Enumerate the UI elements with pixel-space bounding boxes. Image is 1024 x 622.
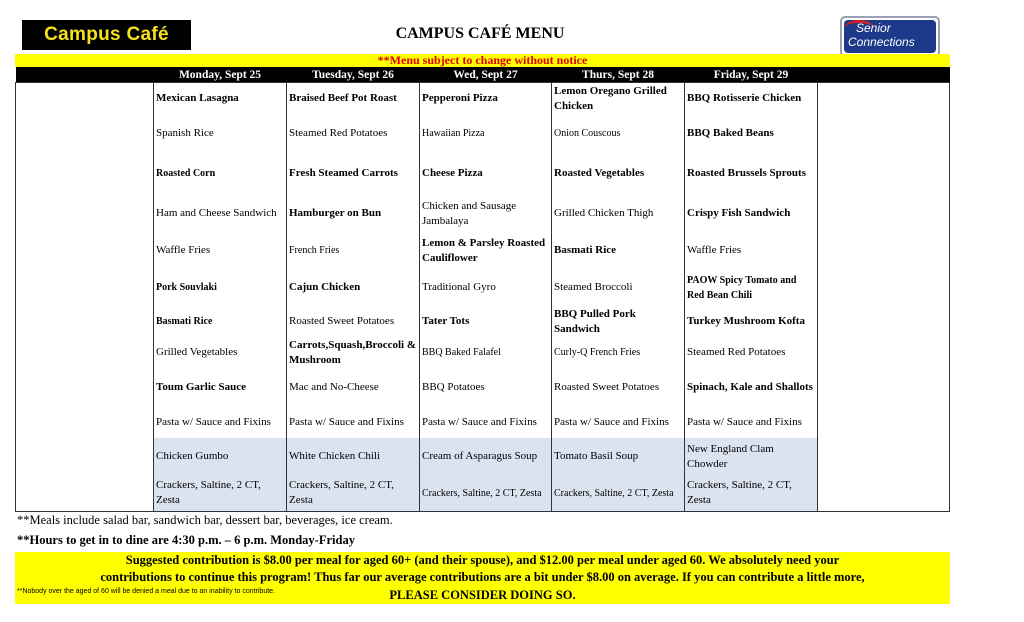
menu-item: Basmati Rice [552, 233, 685, 269]
logo-line-1: Senior [856, 21, 891, 35]
header-blank [818, 67, 950, 83]
row-blank-right [818, 307, 950, 337]
menu-row [16, 83, 950, 115]
menu-item: BBQ Baked Falafel [420, 337, 552, 369]
row-blank-left [16, 337, 154, 369]
row-blank-left [16, 407, 154, 438]
menu-row [16, 269, 950, 307]
menu-row [16, 438, 950, 476]
menu-row [16, 337, 950, 369]
day-header: Thurs, Sept 28 [552, 67, 685, 83]
day-header-row [16, 67, 950, 83]
menu-item: Carrots,Squash,Broccoli & Mushroom [287, 337, 420, 369]
row-blank-left [16, 115, 154, 153]
contribution-line-3: PLEASE CONSIDER DOING SO. [389, 588, 576, 602]
row-blank-left [16, 153, 154, 195]
meals-include-note: **Meals include salad bar, sandwich bar, dessert bar, beverages, ice cream. [17, 513, 393, 527]
menu-row [16, 115, 950, 153]
menu-item: Crackers, Saltine, 2 CT, Zesta [154, 476, 287, 512]
menu-item: Pasta w/ Sauce and Fixins [287, 407, 420, 438]
row-blank-right [818, 407, 950, 438]
no-denial-note: **Nobody over the aged of 60 will be denied a meal due to an inability to contribute. [17, 588, 276, 595]
menu-item: Crackers, Saltine, 2 CT, Zesta [685, 476, 818, 512]
menu-item: Basmati Rice [154, 307, 287, 337]
menu-item: Spinach, Kale and Shallots [685, 369, 818, 407]
row-blank-left [16, 476, 154, 512]
menu-item: Mexican Lasagna [154, 83, 287, 115]
menu-item: Spanish Rice [154, 115, 287, 153]
row-blank-right [818, 195, 950, 233]
menu-item: Crackers, Saltine, 2 CT, Zesta [287, 476, 420, 512]
senior-connections-logo [840, 16, 940, 57]
menu-item: Lemon & Parsley Roasted Cauliflower [420, 233, 552, 269]
menu-row [16, 407, 950, 438]
menu-row [16, 369, 950, 407]
menu-item: Crackers, Saltine, 2 CT, Zesta [420, 476, 552, 512]
campus-cafe-logo: Campus Café [22, 20, 191, 50]
menu-item: Toum Garlic Sauce [154, 369, 287, 407]
row-blank-right [818, 153, 950, 195]
menu-item: Pasta w/ Sauce and Fixins [420, 407, 552, 438]
menu-item: Hamburger on Bun [287, 195, 420, 233]
menu-item: Cheese Pizza [420, 153, 552, 195]
contribution-notice [15, 552, 950, 604]
page-title: CAMPUS CAFÉ MENU [395, 25, 565, 42]
menu-item: Braised Beef Pot Roast [287, 83, 420, 115]
row-blank-left [16, 83, 154, 115]
menu-item: Cajun Chicken [287, 269, 420, 307]
row-blank-right [818, 476, 950, 512]
menu-item: Roasted Vegetables [552, 153, 685, 195]
menu-item: Steamed Broccoli [552, 269, 685, 307]
menu-item: Waffle Fries [685, 233, 818, 269]
menu-item: Pepperoni Pizza [420, 83, 552, 115]
menu-item: Hawaiian Pizza [420, 115, 552, 153]
row-blank-left [16, 307, 154, 337]
menu-item: BBQ Pulled Pork Sandwich [552, 307, 685, 337]
menu-item: Waffle Fries [154, 233, 287, 269]
row-blank-left [16, 233, 154, 269]
row-blank-right [818, 115, 950, 153]
menu-item: Chicken Gumbo [154, 438, 287, 476]
row-blank-right [818, 337, 950, 369]
menu-item: BBQ Rotisserie Chicken [685, 83, 818, 115]
menu-item: Pasta w/ Sauce and Fixins [685, 407, 818, 438]
menu-item: Roasted Sweet Potatoes [287, 307, 420, 337]
menu-item: Roasted Brussels Sprouts [685, 153, 818, 195]
menu-item: Roasted Sweet Potatoes [552, 369, 685, 407]
menu-item: New England Clam Chowder [685, 438, 818, 476]
menu-item: Lemon Oregano Grilled Chicken [552, 83, 685, 115]
menu-item: Traditional Gyro [420, 269, 552, 307]
menu-item: BBQ Baked Beans [685, 115, 818, 153]
contribution-line-2: contributions to continue this program! Thus far our average contributions are a bit under $8.00 on average. If you can contribute a little more, [100, 570, 865, 584]
menu-item: BBQ Potatoes [420, 369, 552, 407]
menu-item: Fresh Steamed Carrots [287, 153, 420, 195]
row-blank-right [818, 233, 950, 269]
row-blank-left [16, 269, 154, 307]
menu-body [16, 83, 950, 512]
menu-item: Steamed Red Potatoes [685, 337, 818, 369]
hours-note: **Hours to get in to dine are 4:30 p.m. – 6 p.m. Monday-Friday [17, 533, 355, 547]
row-blank-left [16, 195, 154, 233]
menu-item: French Fries [287, 233, 420, 269]
menu-row [16, 153, 950, 195]
menu-item: Mac and No-Cheese [287, 369, 420, 407]
menu-item: Steamed Red Potatoes [287, 115, 420, 153]
menu-item: Grilled Vegetables [154, 337, 287, 369]
row-blank-right [818, 269, 950, 307]
menu-item: Pasta w/ Sauce and Fixins [154, 407, 287, 438]
menu-item: Ham and Cheese Sandwich [154, 195, 287, 233]
menu-item: Tater Tots [420, 307, 552, 337]
logo-line-2: Connections [848, 35, 915, 49]
row-blank-left [16, 369, 154, 407]
menu-item: Crackers, Saltine, 2 CT, Zesta [552, 476, 685, 512]
menu-item: Onion Couscous [552, 115, 685, 153]
day-header: Friday, Sept 29 [685, 67, 818, 83]
header-blank [16, 67, 154, 83]
menu-item: Cream of Asparagus Soup [420, 438, 552, 476]
menu-item: Curly-Q French Fries [552, 337, 685, 369]
menu-row [16, 476, 950, 512]
row-blank-right [818, 83, 950, 115]
menu-row [16, 233, 950, 269]
menu-table [15, 67, 950, 512]
menu-change-notice: **Menu subject to change without notice [15, 54, 950, 67]
menu-item: Roasted Corn [154, 153, 287, 195]
menu-item: Chicken and Sausage Jambalaya [420, 195, 552, 233]
menu-row [16, 307, 950, 337]
row-blank-right [818, 369, 950, 407]
menu-row [16, 195, 950, 233]
menu-item: Pasta w/ Sauce and Fixins [552, 407, 685, 438]
row-blank-right [818, 438, 950, 476]
menu-item: PAOW Spicy Tomato and Red Bean Chili [685, 269, 818, 307]
menu-item: Tomato Basil Soup [552, 438, 685, 476]
menu-item: Grilled Chicken Thigh [552, 195, 685, 233]
menu-item: Pork Souvlaki [154, 269, 287, 307]
menu-item: White Chicken Chili [287, 438, 420, 476]
day-header: Monday, Sept 25 [154, 67, 287, 83]
row-blank-left [16, 438, 154, 476]
day-header: Wed, Sept 27 [420, 67, 552, 83]
contribution-line-1: Suggested contribution is $8.00 per meal for aged 60+ (and their spouse), and $12.00 per meal under aged 60. We absolutely need your [125, 553, 840, 567]
menu-item: Crispy Fish Sandwich [685, 195, 818, 233]
day-header: Tuesday, Sept 26 [287, 67, 420, 83]
menu-item: Turkey Mushroom Kofta [685, 307, 818, 337]
